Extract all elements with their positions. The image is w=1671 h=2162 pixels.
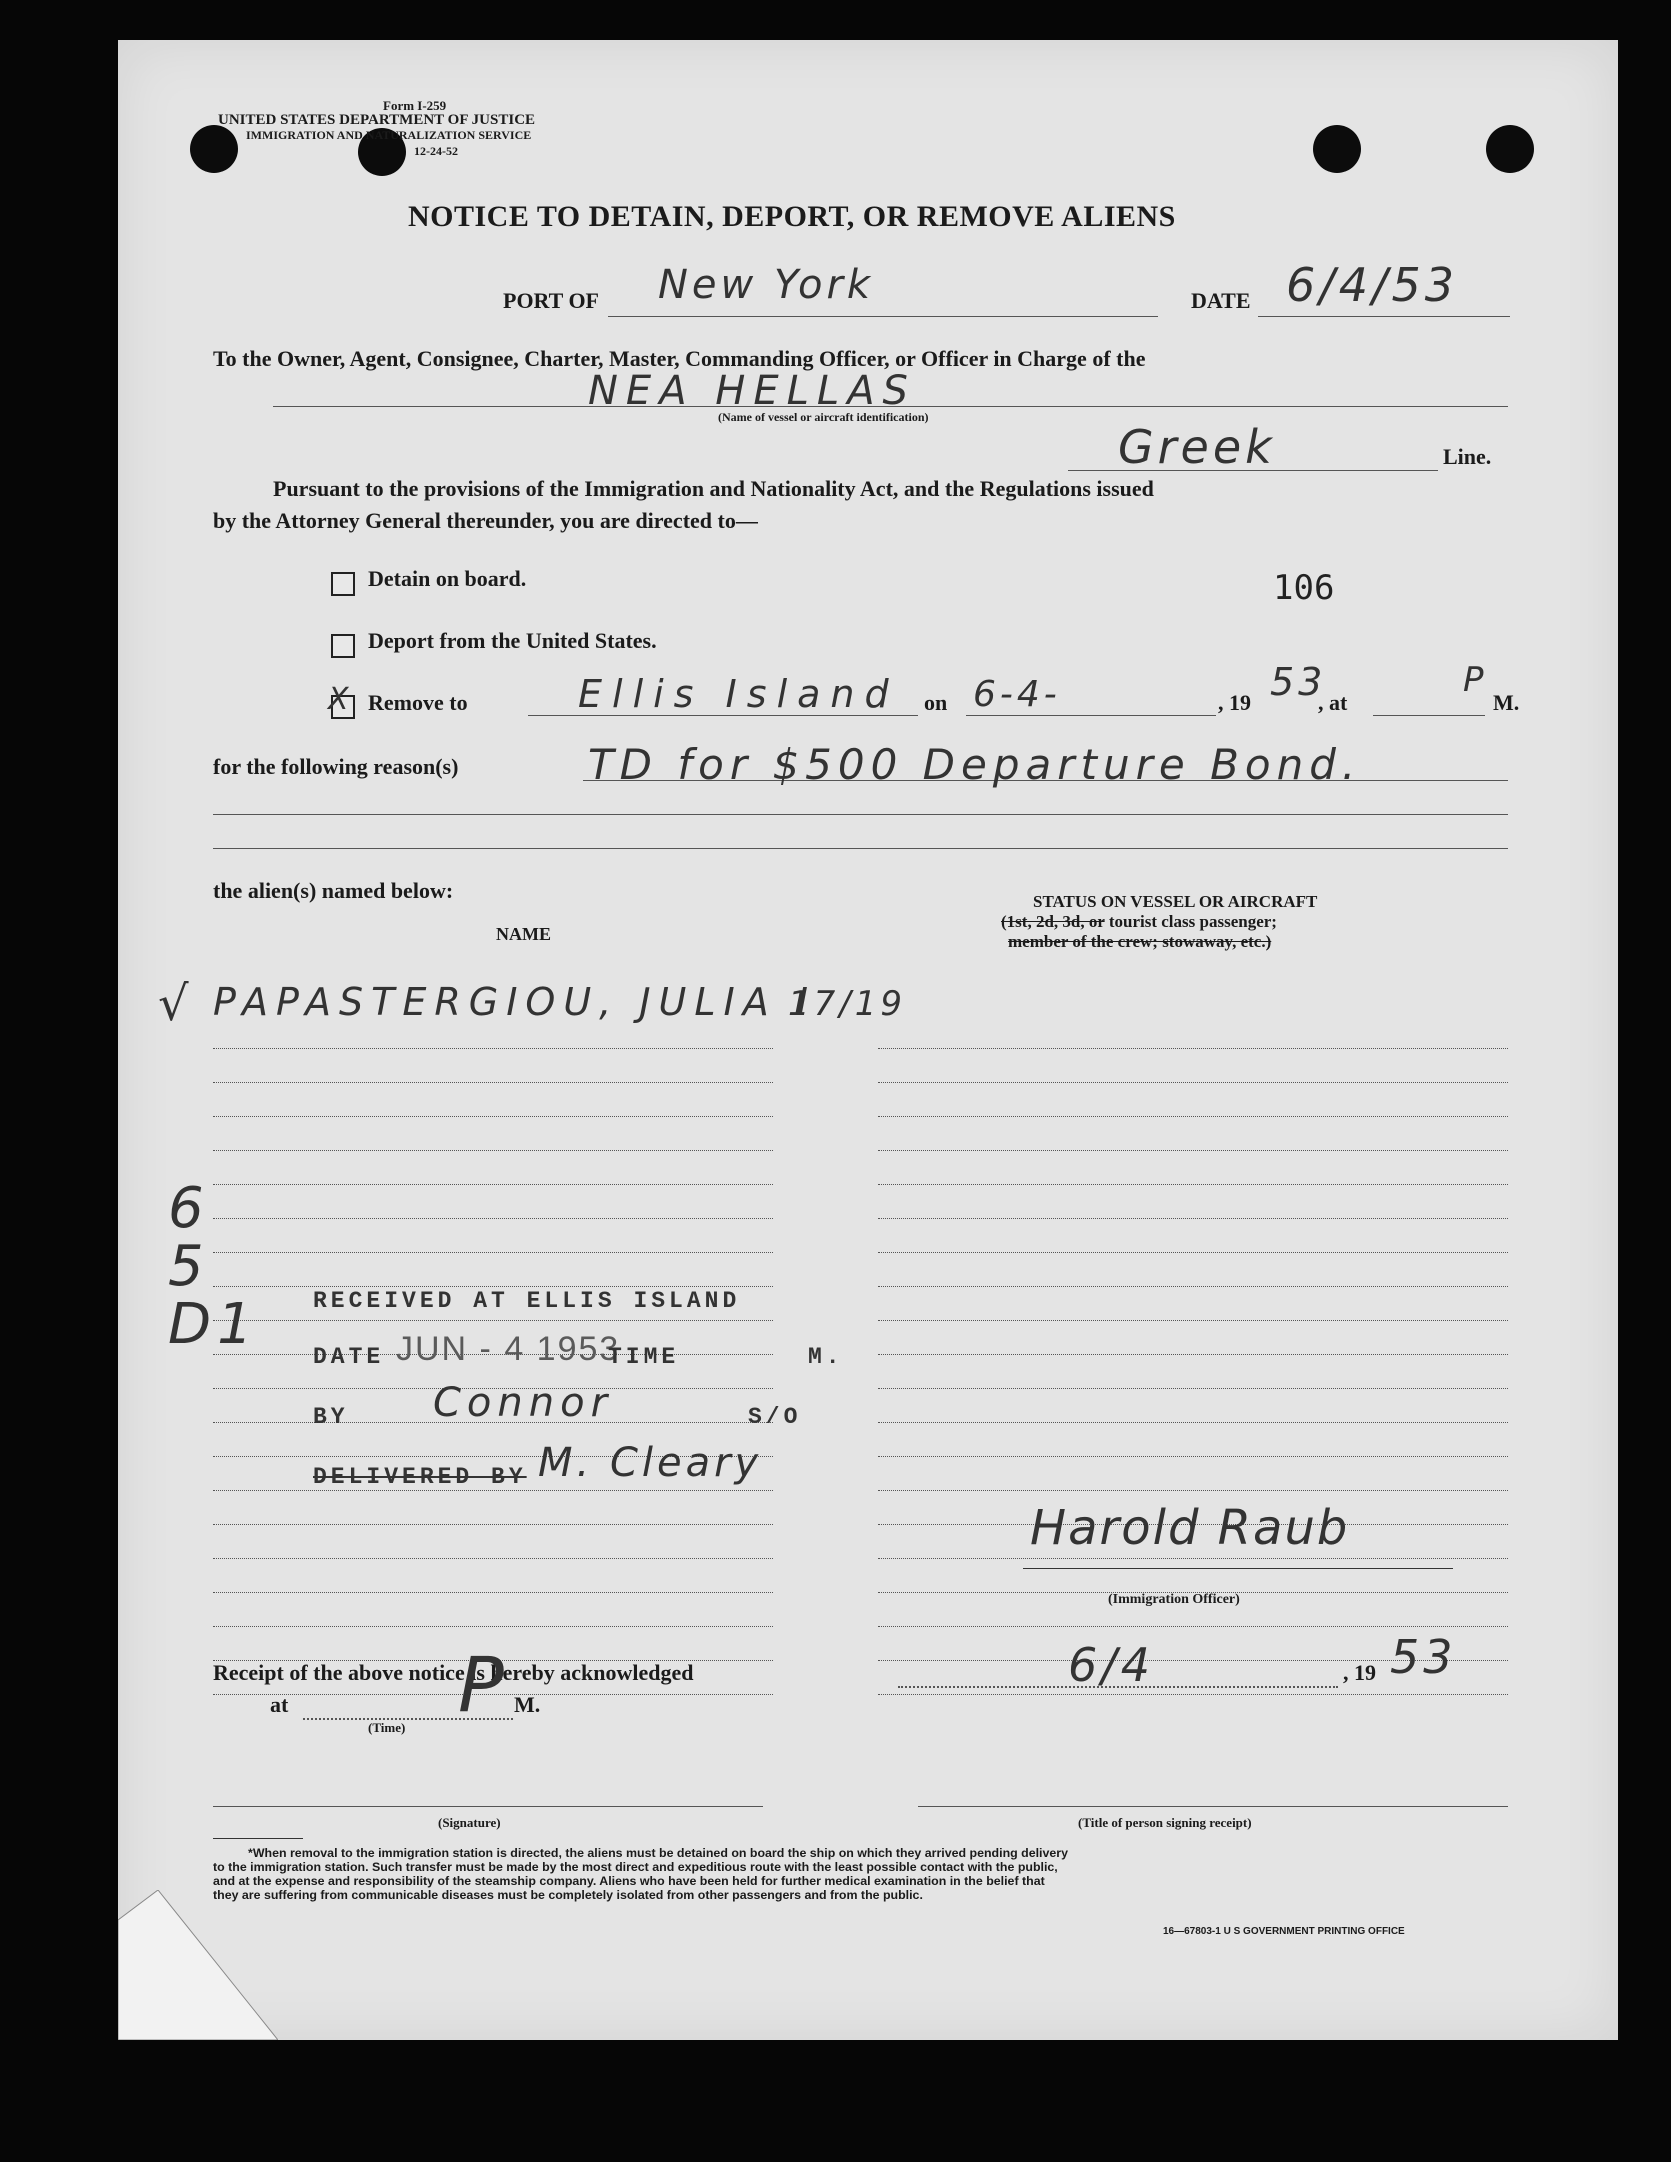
stamp-so-label: S/O — [748, 1404, 802, 1430]
receipt-at-label: at — [270, 1692, 289, 1717]
status-row-line — [878, 1150, 1508, 1151]
status-row-line — [878, 1694, 1508, 1695]
document-number: 106 — [1273, 568, 1335, 608]
name-row-line — [213, 1048, 773, 1049]
shipping-line-value: Greek — [1118, 420, 1276, 474]
footnote-line-3: and at the expense and responsibility of the steamship company. Aliens who have been held for further medical examination in the belief that — [213, 1874, 1045, 1888]
receipt-date-value: 6/4 — [1068, 1638, 1155, 1692]
receipt-title-line — [918, 1806, 1508, 1807]
form-title: NOTICE TO DETAIN, DEPORT, OR REMOVE ALIENS — [408, 200, 1176, 233]
form-number: Form I-259 — [383, 98, 447, 113]
status-row-line — [878, 1116, 1508, 1117]
on-date-line — [966, 715, 1216, 716]
pursuant-line-1: Pursuant to the provisions of the Immigration and Nationality Act, and the Regulations issued — [273, 476, 1154, 501]
status-row-line — [878, 1252, 1508, 1253]
status-row-line — [878, 1422, 1508, 1423]
status-row-line — [878, 1048, 1508, 1049]
name-row-line — [213, 1558, 773, 1559]
at-time-value: P — [1463, 660, 1488, 700]
receipt-year-label: , 19 — [1343, 1660, 1376, 1685]
status-row-line — [878, 1184, 1508, 1185]
footnote-line-4: they are suffering from communicable diseases must be completely isolated from other passengers and from the public. — [213, 1888, 923, 1902]
footnote-line-1: *When removal to the immigration station is directed, the aliens must be detained on board the ship on which they arrived pending delivery — [248, 1846, 1068, 1860]
name-row-line — [213, 1320, 773, 1321]
footnote-rule — [213, 1838, 303, 1839]
name-row-line — [213, 1286, 773, 1287]
punch-hole-3 — [1313, 125, 1361, 173]
department-name: UNITED STATES DEPARTMENT OF JUSTICE — [218, 112, 536, 128]
title-caption: (Title of person signing receipt) — [1078, 1815, 1252, 1830]
m-label: M. — [1493, 690, 1520, 715]
status-row-line — [878, 1354, 1508, 1355]
receipt-m-label: M. — [514, 1692, 541, 1717]
status-row-line — [878, 1388, 1508, 1389]
receipt-text: Receipt of the above notice is hereby acknowledged — [213, 1660, 694, 1685]
remove-option: Remove to — [368, 690, 468, 715]
port-label: PORT OF — [503, 288, 599, 313]
officer-signature: Harold Raub — [1030, 1500, 1350, 1556]
printer-line: 16—67803-1 U S GOVERNMENT PRINTING OFFICE — [1163, 1926, 1405, 1937]
vessel-caption: (Name of vessel or aircraft identification) — [718, 410, 929, 424]
vessel-value: NEA HELLAS — [588, 368, 916, 414]
status-row-line — [878, 1320, 1508, 1321]
status-row-line — [878, 1558, 1508, 1559]
detain-checkbox[interactable] — [331, 572, 355, 596]
date-value: 6/4/53 — [1286, 258, 1459, 312]
name-row-line — [213, 1082, 773, 1083]
detain-option: Detain on board. — [368, 566, 527, 591]
port-line — [608, 316, 1158, 317]
form-revision: 12-24-52 — [414, 144, 458, 158]
stamp-m-label: M. — [808, 1344, 844, 1370]
on-date-value: 6-4- — [973, 674, 1061, 715]
pursuant-line-2: by the Attorney General thereunder, you are directed to— — [213, 508, 758, 533]
name-row-line — [213, 1592, 773, 1593]
date-label: DATE — [1191, 288, 1251, 313]
name-header: NAME — [496, 924, 551, 944]
status-row-line — [878, 1218, 1508, 1219]
margin-notes: 6 5 D1 — [168, 1176, 259, 1357]
stamp-by-value: Connor — [433, 1380, 614, 1426]
status-subheader-2: member of the crew; stowaway, etc.) — [1008, 932, 1272, 951]
form-paper — [118, 40, 1618, 2040]
remove-place-value: Ellis Island — [578, 672, 899, 716]
status-subheader-1 — [1001, 912, 1277, 932]
officer-signature-line — [1023, 1568, 1453, 1569]
reason-line-3 — [213, 848, 1508, 849]
aliens-label: the alien(s) named below: — [213, 878, 454, 903]
year-value: 53 — [1270, 660, 1327, 704]
port-value: New York — [658, 262, 875, 308]
stamp-by-label: BY — [313, 1404, 349, 1430]
name-row-line — [213, 1490, 773, 1491]
receipt-time-value: P — [458, 1640, 504, 1729]
alien-name: PAPASTERGIOU, JULIA I — [213, 980, 816, 1024]
signature-caption: (Signature) — [438, 1815, 501, 1830]
at-label: , at — [1318, 690, 1348, 715]
status-tourist: tourist class passenger; — [1104, 912, 1277, 931]
stamp-received: RECEIVED AT ELLIS ISLAND — [313, 1288, 741, 1314]
reasons-label: for the following reason(s) — [213, 754, 459, 779]
entry-checkmark: √ — [158, 976, 189, 1032]
deport-option: Deport from the United States. — [368, 628, 657, 653]
reason-line-2 — [213, 814, 1508, 815]
status-row-line — [878, 1456, 1508, 1457]
year-label: , 19 — [1218, 690, 1251, 715]
punch-hole-1 — [190, 125, 238, 173]
punch-hole-4 — [1486, 125, 1534, 173]
footnote-line-2: to the immigration station. Such transfer must be made by the most direct and expeditious route with the least possible contact with the public, — [213, 1860, 1058, 1874]
stamp-delivered-label: DELIVERED BY — [313, 1464, 527, 1490]
service-name: IMMIGRATION AND NATURALIZATION SERVICE — [246, 128, 532, 142]
owner-instruction: To the Owner, Agent, Consignee, Charter, Master, Commanding Officer, or Officer in Charge of the — [213, 346, 1146, 371]
name-row-line — [213, 1626, 773, 1627]
stamp-date-label: DATE — [313, 1344, 385, 1370]
deport-checkbox[interactable] — [331, 634, 355, 658]
stamp-delivered-value: M. Cleary — [538, 1440, 763, 1486]
alien-age: 17/19 — [788, 984, 906, 1024]
status-row-line — [878, 1626, 1508, 1627]
status-row-line — [878, 1082, 1508, 1083]
receipt-signature-line — [213, 1806, 763, 1807]
status-row-line — [878, 1286, 1508, 1287]
folded-corner — [118, 1890, 278, 2040]
officer-caption: (Immigration Officer) — [1108, 1592, 1240, 1607]
status-header: STATUS ON VESSEL OR AIRCRAFT — [1033, 892, 1318, 911]
receipt-time-caption: (Time) — [368, 1720, 406, 1735]
name-row-line — [213, 1252, 773, 1253]
date-line — [1258, 316, 1510, 317]
remove-checkmark: X — [328, 682, 349, 717]
name-row-line — [213, 1218, 773, 1219]
receipt-year-value: 53 — [1390, 1630, 1457, 1684]
stamp-time-label: TIME — [608, 1344, 680, 1370]
status-row-line — [878, 1490, 1508, 1491]
line-label: Line. — [1443, 444, 1492, 469]
name-row-line — [213, 1524, 773, 1525]
reason-value: TD for $500 Departure Bond. — [588, 740, 1362, 789]
stamp-date-value: JUN - 4 1953 — [396, 1330, 621, 1368]
name-row-line — [213, 1184, 773, 1185]
name-row-line — [213, 1150, 773, 1151]
on-label: on — [924, 690, 948, 715]
name-row-line — [213, 1116, 773, 1117]
status-strikethrough: (1st, 2d, 3d, or — [1001, 912, 1105, 931]
at-time-line — [1373, 715, 1485, 716]
